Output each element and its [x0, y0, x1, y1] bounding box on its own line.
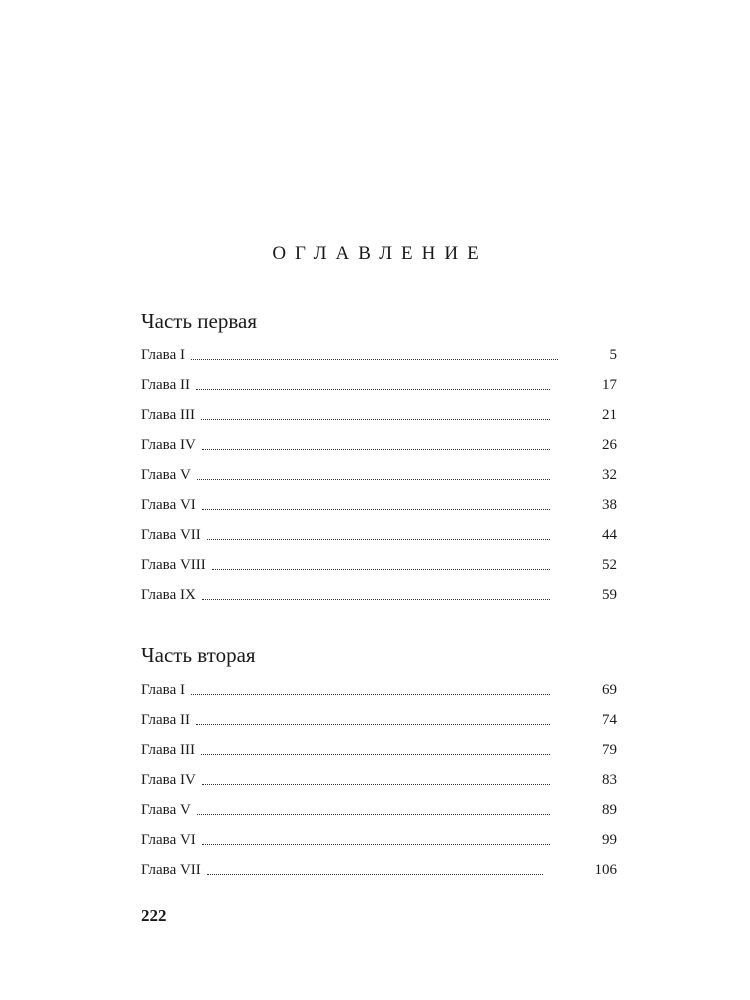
toc-row [141, 520, 617, 550]
toc-row [141, 400, 617, 430]
chapter-page: 99 [602, 831, 617, 848]
toc-row [141, 340, 617, 370]
toc-row [141, 855, 617, 885]
chapter-label: Глава VIII [141, 556, 206, 573]
dot-leader [207, 874, 543, 875]
toc-row [141, 735, 617, 765]
dot-leader [196, 389, 550, 390]
chapter-page: 17 [602, 376, 617, 393]
part-two-toc [141, 675, 617, 885]
chapter-page: 89 [602, 801, 617, 818]
chapter-label: Глава IV [141, 436, 196, 453]
chapter-label: Глава I [141, 681, 185, 698]
dot-leader [196, 724, 550, 725]
toc-row [141, 550, 617, 580]
toc-row [141, 490, 617, 520]
chapter-label: Глава IV [141, 771, 196, 788]
toc-row [141, 675, 617, 705]
dot-leader [212, 569, 550, 570]
chapter-label: Глава IX [141, 586, 196, 603]
dot-leader [202, 509, 550, 510]
chapter-page: 69 [602, 681, 617, 698]
chapter-page: 44 [602, 526, 617, 543]
chapter-label: Глава V [141, 801, 191, 818]
dot-leader [201, 419, 550, 420]
chapter-label: Глава VI [141, 831, 196, 848]
dot-leader [201, 754, 550, 755]
dot-leader [197, 814, 550, 815]
chapter-page: 38 [602, 496, 617, 513]
chapter-label: Глава II [141, 711, 190, 728]
chapter-page: 106 [594, 861, 617, 878]
dot-leader [202, 599, 550, 600]
toc-row [141, 580, 617, 610]
chapter-page: 5 [609, 346, 617, 363]
chapter-label: Глава I [141, 346, 185, 363]
dot-leader [197, 479, 550, 480]
page-title: ОГЛАВЛЕНИЕ [272, 243, 488, 264]
toc-row [141, 370, 617, 400]
chapter-page: 52 [602, 556, 617, 573]
chapter-page: 74 [602, 711, 617, 728]
part-one-toc [141, 340, 617, 610]
chapter-label: Глава VI [141, 496, 196, 513]
dot-leader [202, 449, 550, 450]
chapter-page: 21 [602, 406, 617, 423]
page-number: 222 [141, 906, 167, 925]
chapter-label: Глава VII [141, 861, 201, 878]
chapter-page: 59 [602, 586, 617, 603]
toc-row [141, 825, 617, 855]
toc-row [141, 795, 617, 825]
toc-row [141, 765, 617, 795]
dot-leader [202, 844, 550, 845]
chapter-label: Глава III [141, 741, 195, 758]
chapter-label: Глава II [141, 376, 190, 393]
chapter-page: 79 [602, 741, 617, 758]
dot-leader [202, 784, 550, 785]
chapter-page: 32 [602, 466, 617, 483]
part-two-title: Часть вторая [141, 643, 256, 667]
dot-leader [207, 539, 550, 540]
toc-row [141, 460, 617, 490]
chapter-page: 26 [602, 436, 617, 453]
part-one-title: Часть первая [141, 309, 257, 333]
toc-row [141, 705, 617, 735]
chapter-label: Глава VII [141, 526, 201, 543]
toc-row [141, 430, 617, 460]
chapter-label: Глава III [141, 406, 195, 423]
chapter-page: 83 [602, 771, 617, 788]
dot-leader [191, 359, 558, 360]
dot-leader [191, 694, 550, 695]
chapter-label: Глава V [141, 466, 191, 483]
